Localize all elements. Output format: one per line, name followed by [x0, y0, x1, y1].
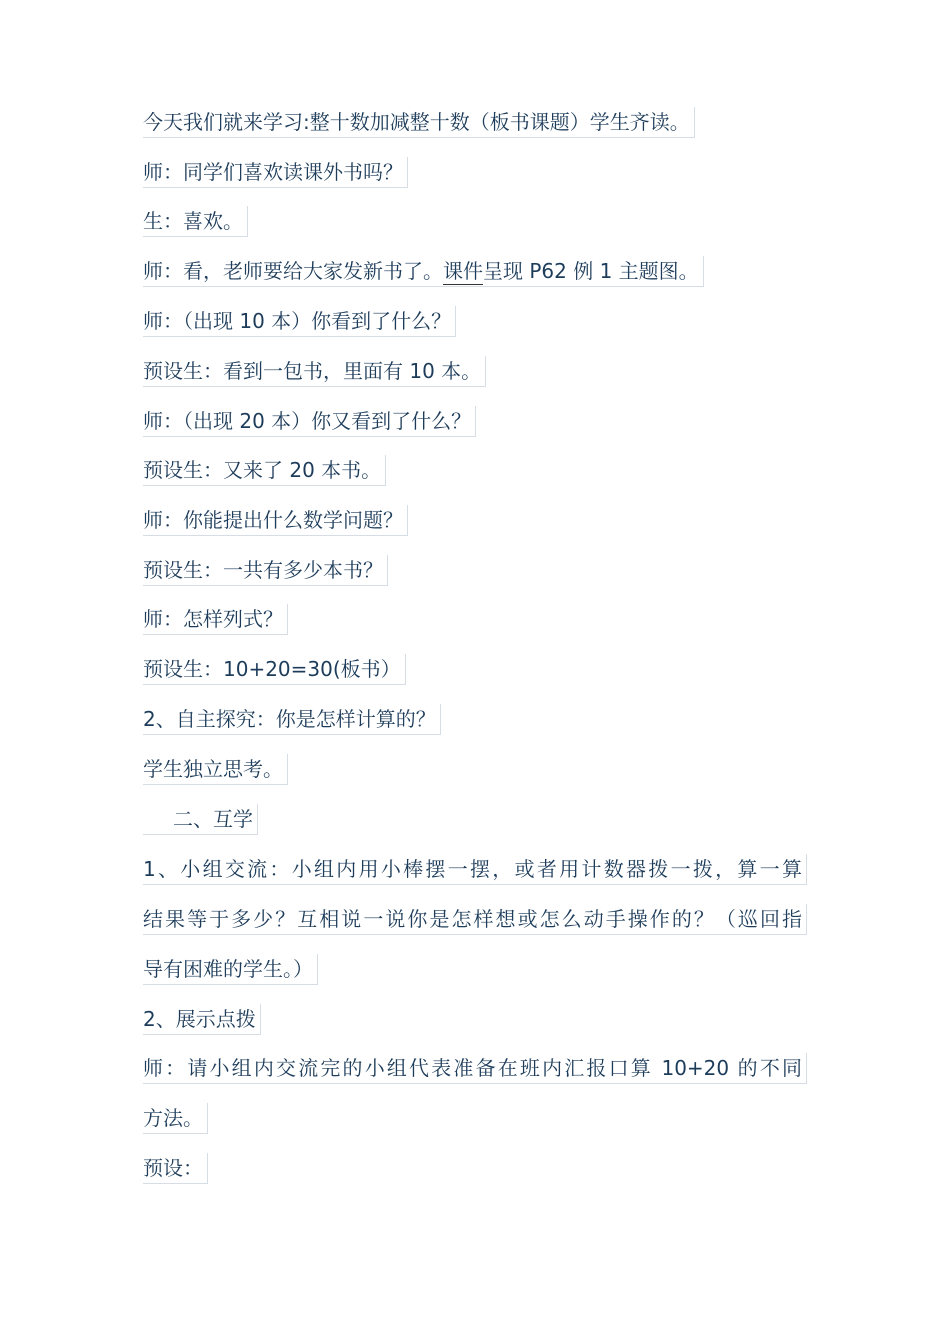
text-line: 预设生：又来了 20 本书。	[143, 455, 386, 486]
courseware-link[interactable]: 课件	[443, 259, 483, 283]
text-segment: 师：看，老师要给大家发新书了。	[143, 259, 443, 283]
text-line: 学生独立思考。	[143, 754, 288, 785]
text-line: 1、小组交流：小组内用小棒摆一摆，或者用计数器拨一拨，算一算	[143, 854, 807, 885]
text-line: 师：（出现 20 本）你又看到了什么？	[143, 406, 476, 437]
text-line: 预设生：看到一包书，里面有 10 本。	[143, 356, 486, 387]
text-line: 预设生：10+20=30(板书）	[143, 654, 406, 685]
text-line: 师：怎样列式？	[143, 604, 288, 635]
text-line: 师：同学们喜欢读课外书吗？	[143, 157, 408, 188]
text-line	[143, 256, 704, 287]
text-segment: 呈现 P62 例 1 主题图。	[483, 259, 699, 283]
text-line: 预设生：一共有多少本书？	[143, 555, 388, 586]
text-line: 预设：	[143, 1153, 208, 1184]
section-heading: 二、互学	[143, 804, 258, 835]
text-line: 师：请小组内交流完的小组代表准备在班内汇报口算 10+20 的不同	[143, 1053, 807, 1084]
text-line: 生：喜欢。	[143, 206, 248, 237]
text-line: 导有困难的学生。）	[143, 954, 318, 985]
text-line: 今天我们就来学习:整十数加减整十数（板书课题）学生齐读。	[143, 107, 695, 138]
text-line: 2、展示点拨	[143, 1004, 261, 1035]
text-line: 结果等于多少？互相说一说你是怎样想或怎么动手操作的？（巡回指	[143, 904, 807, 935]
text-line: 方法。	[143, 1103, 208, 1134]
text-line: 师：你能提出什么数学问题？	[143, 505, 408, 536]
text-line: 师：（出现 10 本）你看到了什么？	[143, 306, 456, 337]
text-line: 2、自主探究：你是怎样计算的？	[143, 704, 441, 735]
